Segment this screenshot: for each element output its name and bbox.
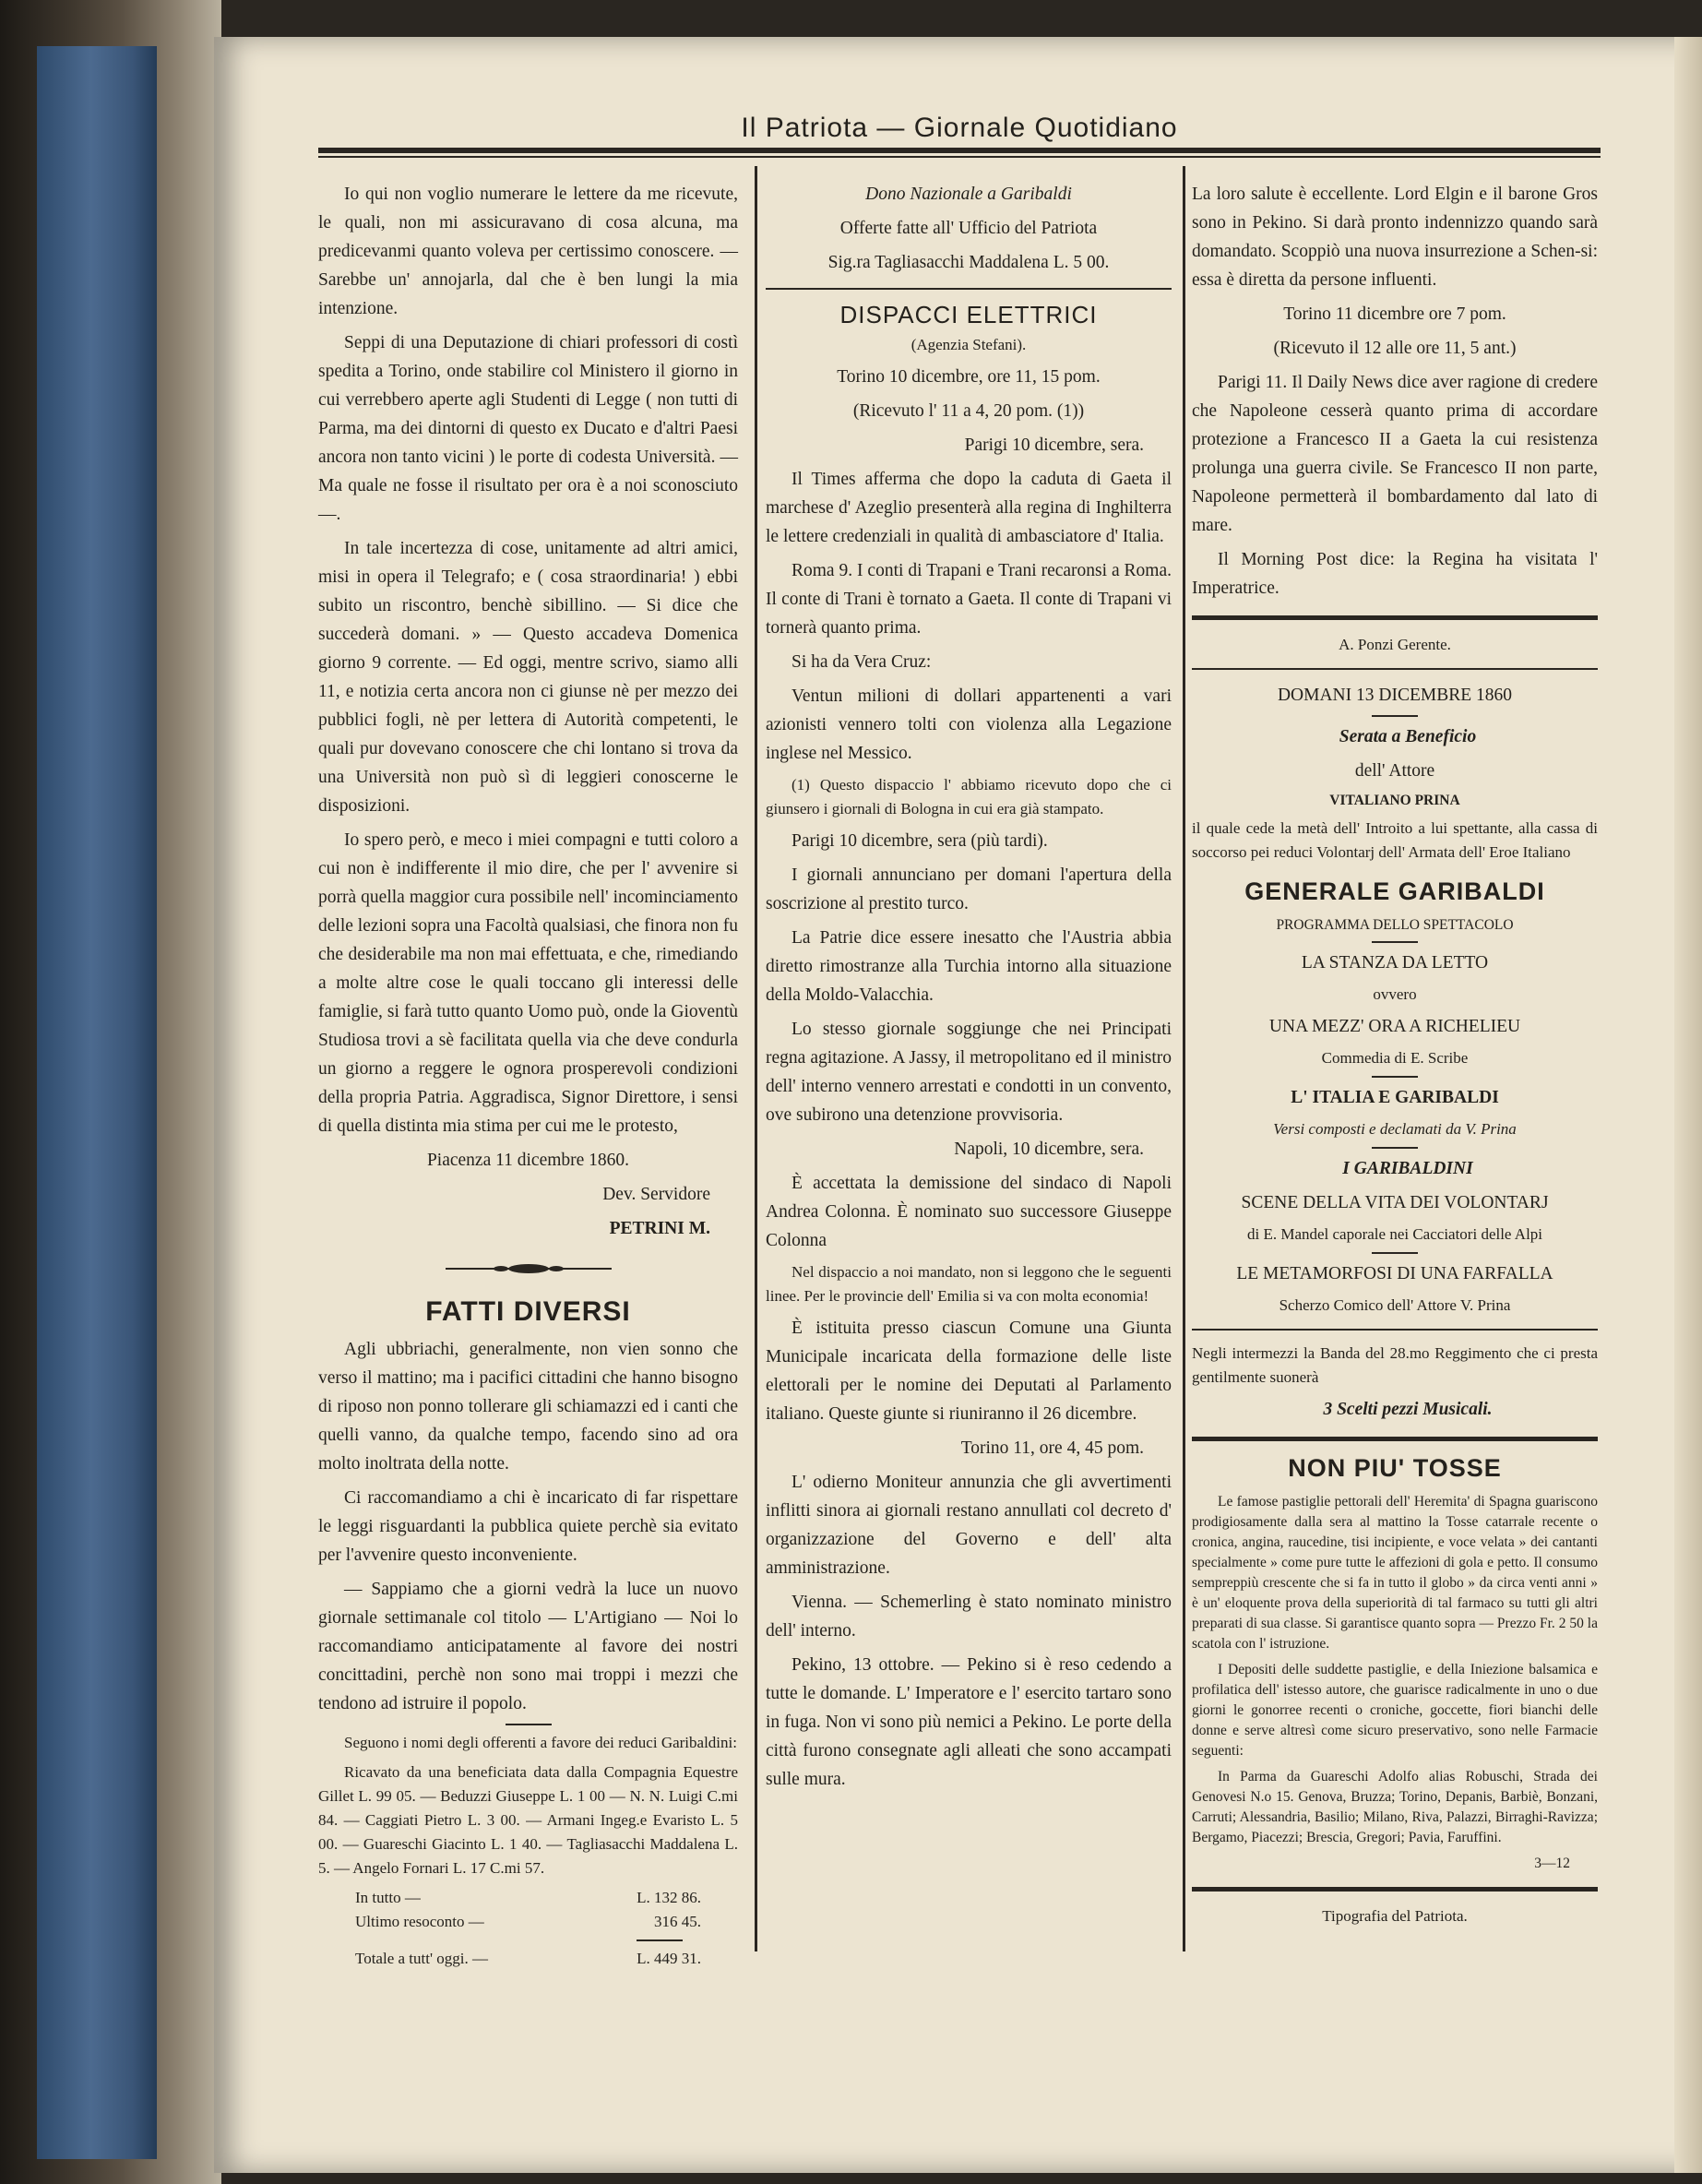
- play-author: Scherzo Comico dell' Attore V. Prina: [1279, 1296, 1511, 1314]
- advert-text: I Depositi delle suddette pastiglie, e della Iniezione balsamica e profilatica dell' istesso autore, che guarisce radicalmente in uno o due giorni le gonorree recenti o croniche, goccette, fiori bianchi delle donne e serve altresì come sicuro preservativo, sono nelle Farmacie seguenti:: [1192, 1662, 1598, 1759]
- printer-line: Tipografia del Patriota.: [1322, 1907, 1468, 1925]
- dispatch-text: La loro salute è eccellente. Lord Elgin e il barone Gros sono in Pekino. Si darà pronto indennizzo quando sarà domandato. Scoppiò una nuova insurrezione a Schen-si: essa è diretta da persone influenti.: [1192, 185, 1598, 290]
- short-divider: [1372, 1147, 1418, 1149]
- letter-signature: PETRINI M.: [609, 1219, 710, 1238]
- header-rule-thin: [318, 156, 1601, 158]
- programma-label: PROGRAMMA DELLO SPETTACOLO: [1276, 917, 1514, 933]
- column-1: [318, 180, 738, 1971]
- dono-title: Dono Nazionale a Garibaldi: [865, 185, 1072, 204]
- total-label: In tutto —: [355, 1889, 421, 1906]
- sum-line: [637, 1939, 683, 1941]
- letter-date: Piacenza 11 dicembre 1860.: [426, 1151, 630, 1170]
- play-title: L' ITALIA E GARIBALDI: [1291, 1088, 1499, 1107]
- dispatch-text: Ventun milioni di dollari appartenenti a vari azionisti vennero tolti con violenza alla Legazione inglese nel Messico.: [766, 686, 1172, 763]
- dispatch-text: Vienna. — Schemerling è stato nominato ministro dell' interno.: [766, 1593, 1172, 1641]
- dispatch-dateline: Torino 11 dicembre ore 7 pom.: [1283, 304, 1506, 324]
- play-author: Commedia di E. Scribe: [1321, 1049, 1469, 1067]
- footnote: (1) Questo dispaccio l' abbiamo ricevuto dopo che ci giunsero i giornali di Bologna in cui era già stampato.: [766, 776, 1172, 818]
- play-author: Versi composti e declamati da V. Prina: [1273, 1120, 1517, 1138]
- section-rule: [1192, 1329, 1598, 1331]
- dispatch-dateline: Torino 11, ore 4, 45 pom.: [960, 1438, 1144, 1458]
- dispatch-dateline: Torino 10 dicembre, ore 11, 15 pom.: [837, 367, 1101, 387]
- letter-paragraph: In tale incertezza di cose, unitamente ad altri amici, misi in opera il Telegrafo; e ( cosa straordinaria! ) ebbi subito un riscontro, benchè sibillino. — Si dice che succederà domani. » — Questo accadeva Domenica giorno 9 corrente. — Ed oggi, mentre scrivo, siamo alli 11, e notizia certa ancora non ci giunse nè per mezzo dei pubblici fogli, nè per lettera di Autorità competenti, le quali pur dovevano conoscere che chi lontano si trova da una Università non può sì di leggieri conoscerne le disposizioni.: [318, 539, 738, 816]
- play-title: LA STANZA DA LETTO: [1301, 953, 1489, 973]
- total-row: [318, 1947, 738, 1971]
- dispatch-text: È accettata la demissione del sindaco di Napoli Andrea Colonna. È nominato suo successore Giuseppe Colonna: [766, 1174, 1172, 1250]
- dispatch-text: Il Times afferma che dopo la caduta di Gaeta il marchese d' Azeglio presenterà alla regina di Inghilterra le lettere credenziali in qualità di ambasciatore d' Italia.: [766, 470, 1172, 546]
- event-date: DOMANI 13 DICEMBRE 1860: [1277, 686, 1513, 705]
- section-rule: [766, 288, 1172, 290]
- total-value: 316 45.: [654, 1913, 701, 1930]
- gerente-signature: A. Ponzi Gerente.: [1339, 636, 1451, 653]
- column-rule-1: [755, 166, 757, 1951]
- tosse-heading: NON PIU' TOSSE: [1288, 1454, 1502, 1482]
- fatti-diversi-heading: FATTI DIVERSI: [425, 1296, 631, 1327]
- section-rule: [1192, 1887, 1598, 1892]
- dono-entry: Sig.ra Tagliasacchi Maddalena L. 5 00.: [827, 253, 1110, 272]
- music-line: 3 Scelti pezzi Musicali.: [1323, 1400, 1493, 1419]
- garibaldi-heading: GENERALE GARIBALDI: [1244, 877, 1545, 905]
- section-rule: [1192, 615, 1598, 620]
- benefit-text: il quale cede la metà dell' Introito a lui spettante, alla cassa di soccorso pei reduci Volontarj dell' Armata dell' Eroe Italiano: [1192, 819, 1598, 861]
- actor-name: VITALIANO PRINA: [1329, 793, 1460, 808]
- page-header: [318, 111, 1601, 151]
- page-edge: [1674, 37, 1702, 2173]
- dispatch-text: I giornali annunciano per domani l'apertura della soscrizione al prestito turco.: [766, 865, 1172, 913]
- donors-list: Ricavato da una beneficiata data dalla Compagnia Equestre Gillet L. 99 05. — Beduzzi Giuseppe L. 1 00 — N. N. Luigi C.mi 84. — Caggiati Pietro L. 3 00. — Armani Ingeg.e Evaristo L. 5 00. — Guareschi Giacinto L. 1 40. — Tagliasacchi Maddalena L. 5. — Angelo Fornari L. 17 C.mi 57.: [318, 1763, 738, 1877]
- play-author: di E. Mandel caporale nei Cacciatori delle Alpi: [1246, 1225, 1543, 1243]
- news-paragraph: Ci raccomandiamo a chi è incaricato di far rispettare le leggi risguardanti la pubblica quiete perchè sia evitato per l'avvenire questo inconveniente.: [318, 1488, 738, 1565]
- play-ovvero: ovvero: [1373, 985, 1417, 1003]
- total-value: L. 132 86.: [637, 1889, 701, 1906]
- agency-label: (Agenzia Stefani).: [911, 336, 1027, 353]
- total-label: Ultimo resoconto —: [355, 1913, 484, 1930]
- dispatch-received: (Ricevuto l' 11 a 4, 20 pom. (1)): [852, 401, 1085, 421]
- advert-text: Le famose pastiglie pettorali dell' Heremita' di Spagna guariscono prodigiosamente dalla sera al mattino la Tosse catarrale recente o cronica, angina, raucedine, tisi incipiente, e voce velata » dei cantanti specialmente » come pure tutte le affezioni di gola e petto. Il consumo sempreppiù crescente che si fa in tutto il globo » da circa venti anni » è un' eloquente prova della superiorità di tal farmaco su tutti gli altri preparati di sua classe. Si garantisce quanto sopra — Prezzo Fr. 2 50 la scatola con l' istruzione.: [1192, 1494, 1598, 1652]
- play-title: LE METAMORFOSI DI UNA FARFALLA: [1236, 1264, 1553, 1283]
- band-text: Negli intermezzi la Banda del 28.mo Reggimento che ci presta gentilmente suonerà: [1192, 1344, 1598, 1386]
- serata-heading: Serata a Beneficio: [1339, 727, 1477, 746]
- column-3: [1192, 180, 1598, 1934]
- masthead-title: Il Patriota — Giornale Quotidiano: [741, 113, 1178, 143]
- dispatch-dateline: Parigi 10 dicembre, sera (più tardi).: [791, 831, 1048, 851]
- section-rule: [1192, 668, 1598, 670]
- ornament-divider: [318, 1256, 738, 1284]
- dispatch-text: Lo stesso giornale soggiunge che nei Principati regna agitazione. A Jassy, il metropolitano ed il ministro dell' interno vennero arrestati e condotti in un convento, ove subirono una detenzione provvisoria.: [766, 1020, 1172, 1125]
- news-paragraph: — Sappiamo che a giorni vedrà la luce un nuovo giornale settimanale col titolo — L'Artigiano — Noi lo raccomandiamo anticipatamente al favore dei nostri concittadini, perchè non sono mai troppi i mezzi che tendono ad istruire il popolo.: [318, 1580, 738, 1713]
- attore-line: dell' Attore: [1354, 761, 1435, 781]
- total-label: Totale a tutt' oggi. —: [355, 1950, 488, 1967]
- letter-paragraph: Seppi di una Deputazione di chiari professori di costì spedita a Torino, onde stabilire col Ministero il giorno in cui verrebbero aperte agli Studenti di Legge ( non tutti di Parma, ma dei dintorni di questo ex Ducato e d'altri Paesi ancora non tanto vicini ) le porte di codesta Università. — Ma quale ne fosse il risultato per ora è a noi sconosciuto —.: [318, 333, 738, 524]
- column-rule-2: [1183, 166, 1185, 1951]
- dispatch-text: Roma 9. I conti di Trapani e Trani recaronsi a Roma. Il conte di Trani è tornato a Gaeta. Il conte di Trapani vi tornerà quanto prima.: [766, 561, 1172, 638]
- dispatch-text: Pekino, 13 ottobre. — Pekino si è reso cedendo a tutte le domande. L' Imperatore e l' esercito tartaro sono in fuga. Non vi sono più nemici a Pekino. Le porte della città furono consegnate agli alleati che sono accampati sulle mura.: [766, 1655, 1172, 1789]
- dispacci-heading: DISPACCI ELETTRICI: [839, 301, 1098, 328]
- letter-paragraph: Io qui non voglio numerare le lettere da me ricevute, le quali, non mi assicuravano di cosa alcuna, ma predicevanmi quanto voleva per certissimo conoscere. — Sarebbe un' annojarla, dal che è ben lungi la mia intenzione.: [318, 185, 738, 318]
- header-rule: [318, 148, 1601, 153]
- column-2: [766, 180, 1172, 1799]
- dispatch-text: È istituita presso ciascun Comune una Giunta Municipale incaricata della formazione delle liste elettorali per le nomine dei Deputati al Parlamento italiano. Queste giunte si riuniranno il 26 dicembre.: [766, 1319, 1172, 1424]
- dispatch-text: L' odierno Moniteur annunzia che gli avvertimenti inflitti sinora ai giornali restano annullati col decreto d' organizzazione del Governo e dell' alta amministrazione.: [766, 1473, 1172, 1578]
- advert-text: In Parma da Guareschi Adolfo alias Robuschi, Strada dei Genovesi N.o 15. Genova, Bruzza; Torino, Depanis, Barbiè, Bonzani, Carruti; Alessandria, Basilio; Milano, Riva, Palazzi, Birraghi-Ravizza; Bergamo, Piacezzi; Brescia, Gregori; Pavia, Faruffini.: [1192, 1769, 1598, 1845]
- short-divider: [506, 1724, 552, 1725]
- short-divider: [1372, 1252, 1418, 1254]
- news-paragraph: Agli ubbriachi, generalmente, non vien sonno che verso il mattino; ma i pacifici cittadini che hanno bisogno di riposo non ponno tollerare gli schiamazzi ed i canti che quelli vanno, da qualche tempo, facendo sino ad ora molto inoltrata della notte.: [318, 1340, 738, 1474]
- dispatch-received: (Ricevuto il 12 alle ore 11, 5 ant.): [1273, 339, 1517, 358]
- section-rule: [1192, 1437, 1598, 1441]
- dispatch-dateline: Napoli, 10 dicembre, sera.: [954, 1140, 1144, 1159]
- short-divider: [1372, 941, 1418, 943]
- short-divider: [1372, 1076, 1418, 1078]
- dispatch-dateline: Parigi 10 dicembre, sera.: [964, 436, 1144, 455]
- letter-closing: Dev. Servidore: [602, 1185, 710, 1204]
- donors-intro: Seguono i nomi degli offerenti a favore dei reduci Garibaldini:: [344, 1734, 737, 1751]
- play-title: I GARIBALDINI: [1342, 1159, 1473, 1178]
- advert-ref: 3—12: [1534, 1856, 1570, 1871]
- dispatch-text: La Patrie dice essere inesatto che l'Austria abbia diretto rimostranze alla Turchia intorno alla situazione della Moldo-Valacchia.: [766, 928, 1172, 1005]
- footnote: Nel dispaccio a noi mandato, non si leggono che le seguenti linee. Per le provincie dell' Emilia si va con molta economia!: [766, 1263, 1172, 1305]
- letter-paragraph: Io spero però, e meco i miei compagni e tutti coloro a cui non è indifferente il mio dire, che per l' avvenire si porrà quella maggior cura possibile nell' incominciamento delle lezioni sopra una Facoltà qualsiasi, che finora non fu che desiderabile ma non mai effettuata, e che, rimediando a molte altre cose le quali toccano gli interessi delle famiglie, si farà tutto quanto Uomo può, onde la Gioventù Studiosa trovi a sè facilitata quella via che deve condurla un giorno a reggere le ognora prosperevoli condizioni della propria Patria. Aggradisca, Signor Direttore, i sensi di quella distinta mia stima per cui me le protesto,: [318, 830, 738, 1136]
- dispatch-text: Il Morning Post dice: la Regina ha visitata l' Imperatrice.: [1192, 550, 1598, 598]
- total-row: [318, 1910, 738, 1934]
- play-title: UNA MEZZ' ORA A RICHELIEU: [1268, 1017, 1521, 1036]
- book-cloth-spine: [37, 46, 157, 2159]
- play-subtitle: SCENE DELLA VITA DEI VOLONTARJ: [1241, 1193, 1549, 1212]
- dispatch-text: Parigi 11. Il Daily News dice aver ragione di credere che Napoleone cesserà quanto prima di accordare protezione a Francesco II a Gaeta la cui resistenza prolunga una guerra civile. Se Francesco II non parte, Napoleone permetterà il bombardamento dal lato di mare.: [1192, 373, 1598, 535]
- dispatch-text: Si ha da Vera Cruz:: [791, 652, 932, 672]
- dono-subtitle: Offerte fatte all' Ufficio del Patriota: [839, 219, 1098, 238]
- short-divider: [1372, 715, 1418, 717]
- total-value: L. 449 31.: [637, 1950, 701, 1967]
- total-row: [318, 1886, 738, 1910]
